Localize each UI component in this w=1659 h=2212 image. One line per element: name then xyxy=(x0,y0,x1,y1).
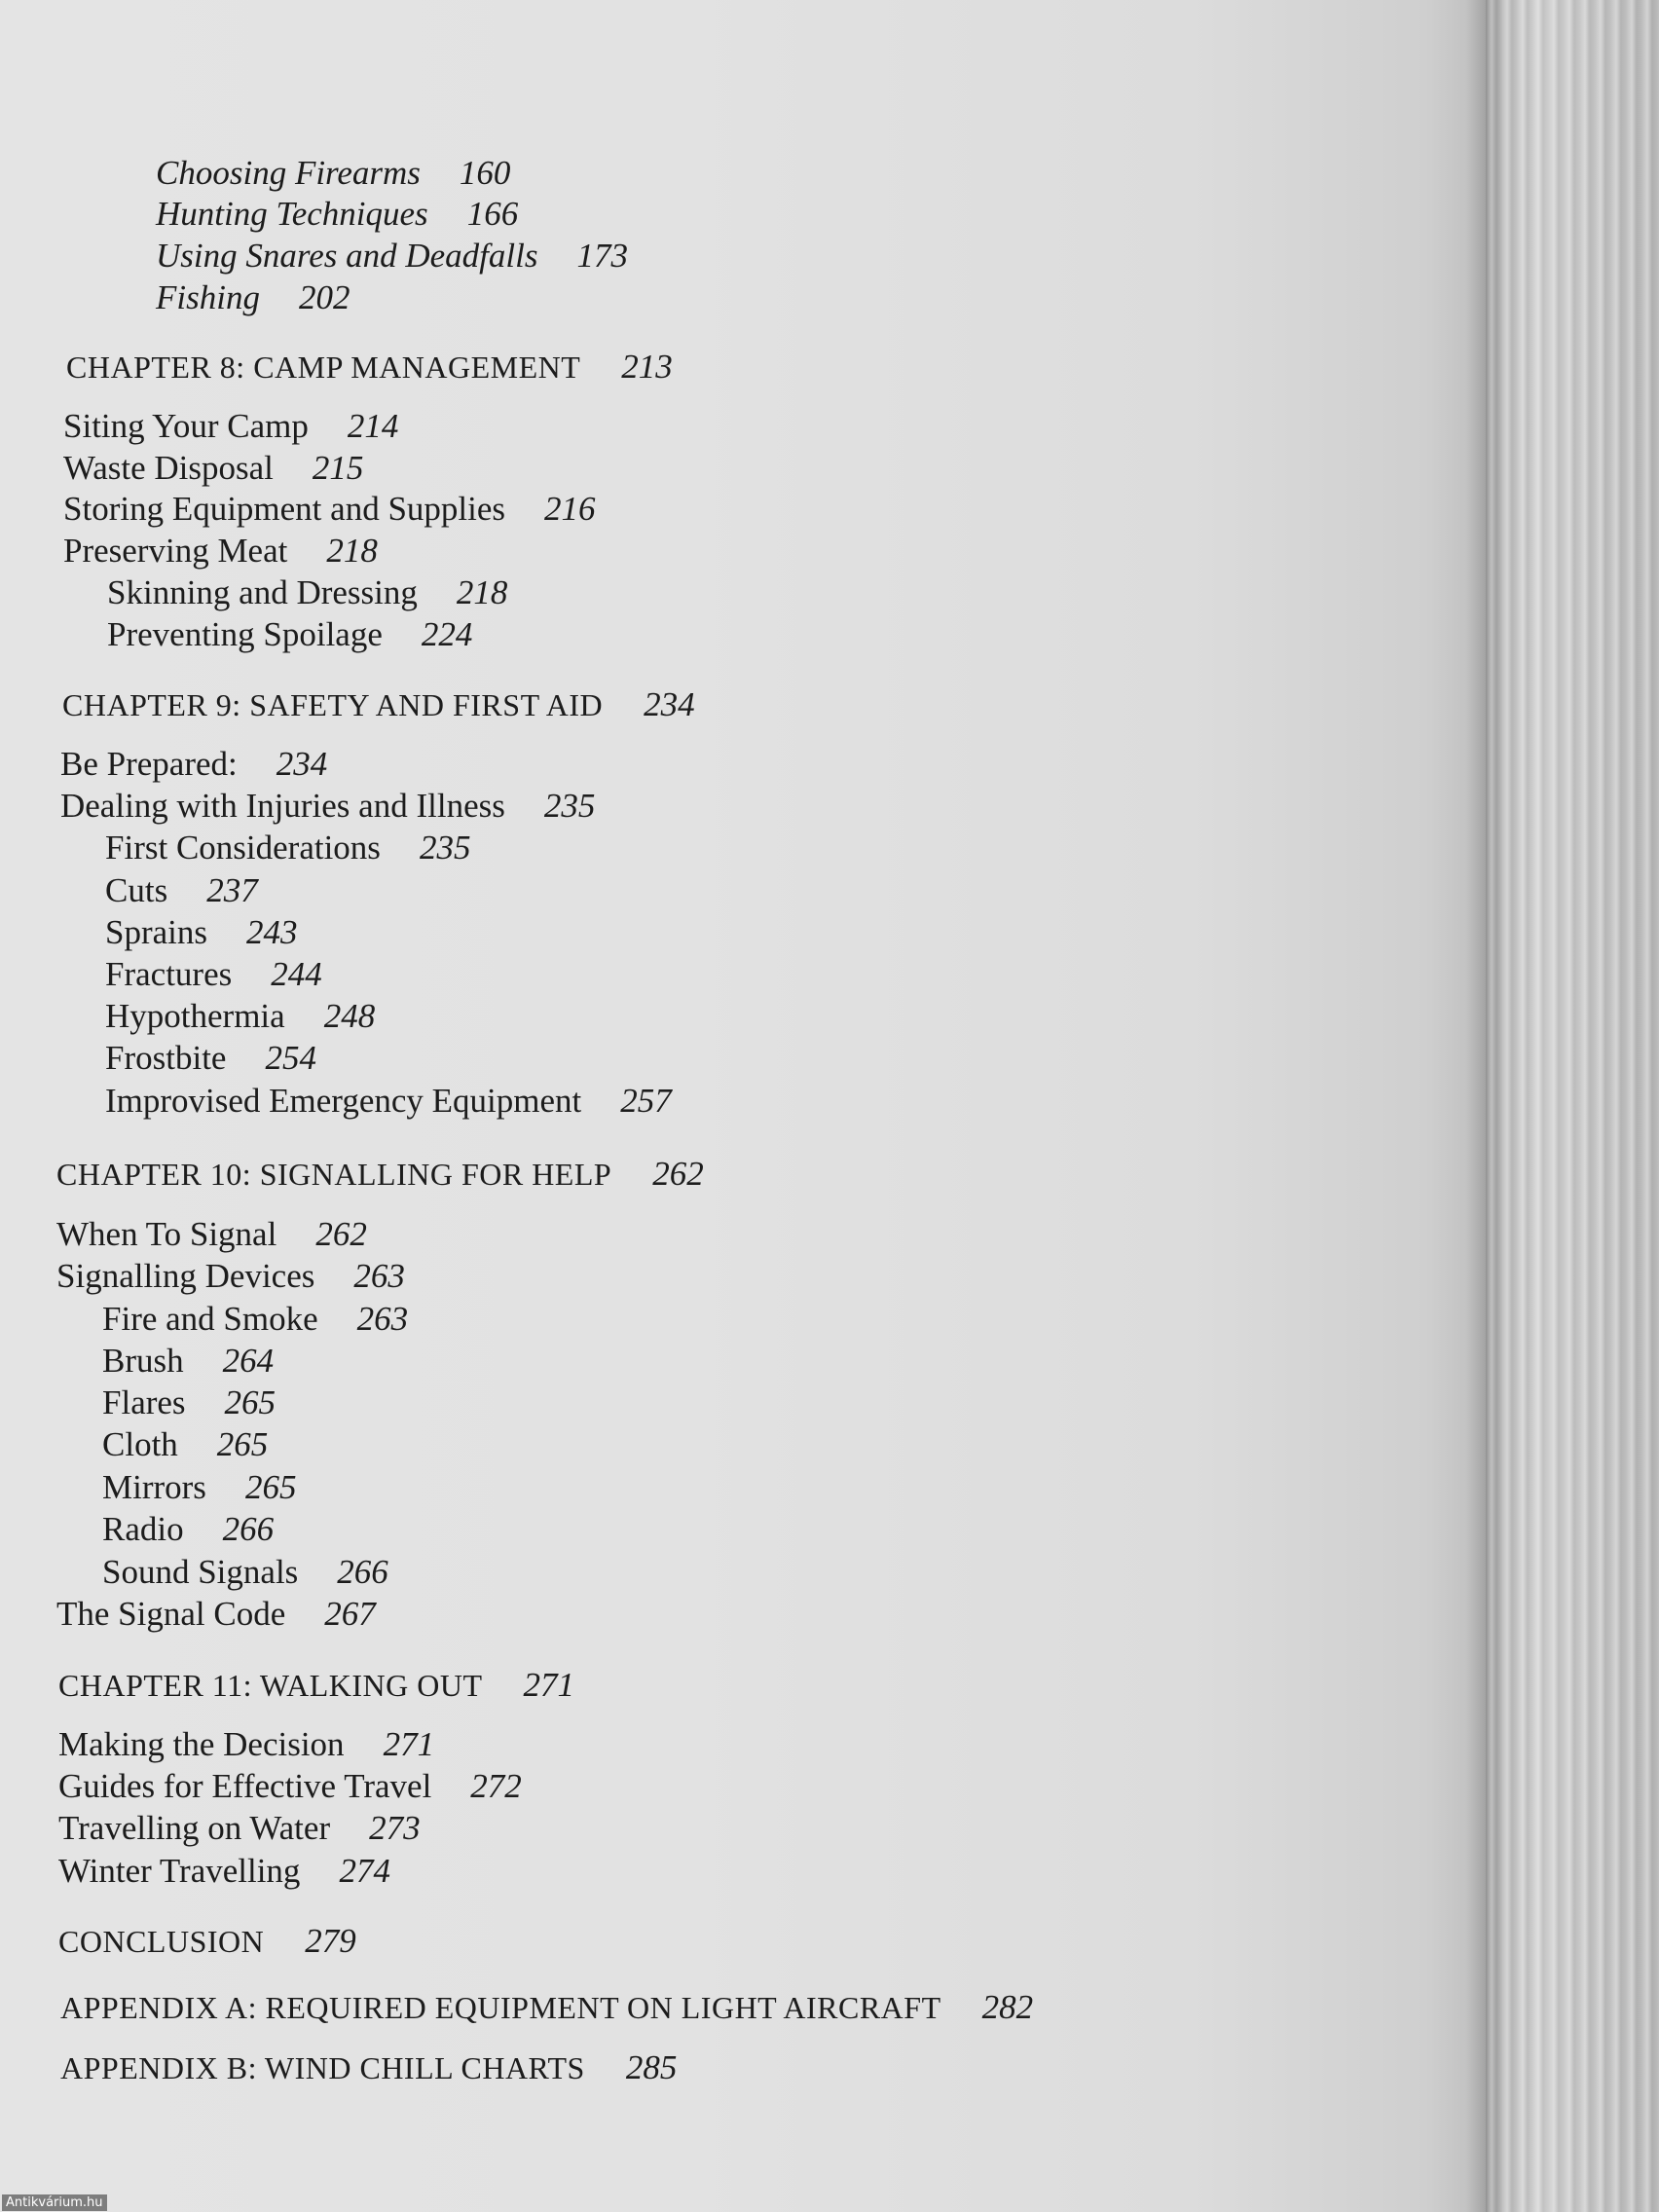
entry-page: 244 xyxy=(271,955,322,993)
entry-page: 216 xyxy=(544,490,596,528)
toc-entry xyxy=(105,999,375,1033)
entry-title: Fractures xyxy=(105,955,233,993)
heading-page: 234 xyxy=(644,685,695,723)
heading-title: APPENDIX A: REQUIRED EQUIPMENT ON LIGHT AIRCRAFT xyxy=(60,1990,941,2025)
heading-page: 213 xyxy=(621,348,673,386)
toc-entry xyxy=(58,1811,421,1845)
entry-title: Flares xyxy=(102,1383,186,1421)
entry-title: Skinning and Dressing xyxy=(107,573,418,611)
toc-entry xyxy=(56,1217,367,1251)
entry-page: 264 xyxy=(222,1342,275,1380)
entry-title: Fire and Smoke xyxy=(102,1300,318,1338)
toc-entry xyxy=(105,830,470,865)
toc-entry xyxy=(102,1427,268,1461)
entry-title: Signalling Devices xyxy=(56,1257,315,1295)
entry-title: Travelling on Water xyxy=(58,1809,331,1847)
heading-title: APPENDIX B: WIND CHILL CHARTS xyxy=(60,2050,585,2085)
entry-page: 262 xyxy=(315,1215,367,1253)
entry-title: Making the Decision xyxy=(58,1725,345,1763)
entry-page: 248 xyxy=(323,997,376,1035)
book-spine xyxy=(1486,0,1659,2212)
entry-title: Fishing xyxy=(156,278,260,316)
appendix-heading xyxy=(60,1990,1033,2024)
entry-page: 273 xyxy=(369,1809,421,1847)
entry-page: 274 xyxy=(339,1852,390,1890)
entry-page: 243 xyxy=(246,913,298,951)
toc-entry xyxy=(156,239,628,273)
heading-page: 282 xyxy=(981,1988,1034,2026)
entry-page: 202 xyxy=(298,278,350,316)
heading-page: 279 xyxy=(305,1922,356,1960)
toc-entry xyxy=(58,1769,522,1803)
toc-entry xyxy=(58,1727,434,1761)
entry-page: 214 xyxy=(347,407,399,445)
heading-title: CHAPTER 11: WALKING OUT xyxy=(58,1668,483,1703)
heading-title: CHAPTER 8: CAMP MANAGEMENT xyxy=(66,350,581,385)
toc-entry xyxy=(156,197,518,231)
entry-page: 263 xyxy=(353,1257,405,1295)
entry-page: 235 xyxy=(419,829,471,866)
entry-title: Sound Signals xyxy=(102,1553,299,1591)
entry-page: 235 xyxy=(543,787,596,825)
chapter-heading xyxy=(58,1668,574,1702)
entry-page: 215 xyxy=(312,449,364,487)
toc-entry xyxy=(102,1470,296,1504)
entry-title: The Signal Code xyxy=(56,1595,286,1633)
entry-page: 267 xyxy=(324,1595,376,1633)
entry-title: Brush xyxy=(102,1342,184,1380)
entry-page: 265 xyxy=(216,1425,269,1463)
entry-page: 218 xyxy=(326,532,378,570)
toc-entry xyxy=(56,1259,405,1293)
entry-title: Frostbite xyxy=(105,1039,227,1077)
entry-title: Choosing Firearms xyxy=(156,154,421,192)
entry-title: Storing Equipment and Supplies xyxy=(63,490,506,528)
heading-title: CONCLUSION xyxy=(58,1924,265,1959)
chapter-heading xyxy=(66,350,673,384)
heading-page: 262 xyxy=(652,1155,704,1193)
toc-entry xyxy=(63,534,378,568)
toc-entry xyxy=(156,280,350,314)
entry-title: Preventing Spoilage xyxy=(107,615,383,653)
toc-entry xyxy=(107,617,472,651)
entry-page: 265 xyxy=(224,1383,276,1421)
entry-title: Using Snares and Deadfalls xyxy=(156,237,538,275)
toc-entry xyxy=(102,1344,274,1378)
toc-entry xyxy=(102,1302,408,1336)
entry-title: First Considerations xyxy=(105,829,381,866)
entry-page: 234 xyxy=(276,745,328,783)
entry-page: 272 xyxy=(470,1767,522,1805)
toc-entry xyxy=(60,747,327,781)
heading-page: 271 xyxy=(523,1666,574,1704)
entry-title: Hunting Techniques xyxy=(156,195,428,233)
entry-title: Cuts xyxy=(105,871,168,909)
entry-title: Siting Your Camp xyxy=(63,407,309,445)
appendix-heading xyxy=(60,2050,677,2084)
entry-title: Waste Disposal xyxy=(63,449,274,487)
entry-title: Mirrors xyxy=(102,1468,206,1506)
entry-page: 166 xyxy=(466,195,519,233)
entry-page: 263 xyxy=(356,1300,409,1338)
entry-page: 160 xyxy=(459,154,511,192)
toc-entry xyxy=(63,451,363,485)
toc-entry xyxy=(63,492,596,526)
entry-title: Improvised Emergency Equipment xyxy=(105,1082,582,1120)
toc-entry xyxy=(102,1512,274,1546)
entry-page: 224 xyxy=(421,615,473,653)
toc-entry xyxy=(56,1597,376,1631)
entry-page: 271 xyxy=(383,1725,435,1763)
entry-page: 266 xyxy=(337,1553,388,1591)
entry-page: 218 xyxy=(456,573,508,611)
entry-page: 254 xyxy=(265,1039,316,1077)
conclusion-heading xyxy=(58,1924,356,1958)
toc-entry xyxy=(105,915,298,949)
heading-page: 285 xyxy=(625,2048,678,2086)
toc-entry xyxy=(105,1084,672,1118)
toc-entry xyxy=(58,1854,390,1888)
heading-title: CHAPTER 9: SAFETY AND FIRST AID xyxy=(62,687,604,722)
entry-page: 173 xyxy=(576,237,628,275)
entry-page: 237 xyxy=(206,871,258,909)
toc-entry xyxy=(102,1385,276,1419)
toc-entry xyxy=(63,409,398,443)
toc-entry xyxy=(105,873,258,907)
toc-entry xyxy=(105,1041,316,1075)
toc-entry xyxy=(156,156,510,190)
entry-page: 266 xyxy=(222,1510,275,1548)
entry-title: Dealing with Injuries and Illness xyxy=(60,787,505,825)
chapter-heading xyxy=(56,1157,704,1191)
toc-entry xyxy=(102,1555,388,1589)
heading-title: CHAPTER 10: SIGNALLING FOR HELP xyxy=(56,1157,612,1192)
entry-title: Winter Travelling xyxy=(58,1852,301,1890)
entry-title: Be Prepared: xyxy=(60,745,238,783)
toc-entry xyxy=(105,957,322,991)
entry-title: Cloth xyxy=(102,1425,178,1463)
entry-title: Radio xyxy=(102,1510,184,1548)
watermark-label: Antikvárium.hu xyxy=(2,2194,107,2211)
entry-title: Hypothermia xyxy=(105,997,285,1035)
entry-title: Preserving Meat xyxy=(63,532,288,570)
entry-title: Sprains xyxy=(105,913,207,951)
entry-page: 257 xyxy=(620,1082,672,1120)
toc-entry xyxy=(60,789,595,823)
chapter-heading xyxy=(62,687,695,721)
entry-title: Guides for Effective Travel xyxy=(58,1767,432,1805)
toc-entry xyxy=(107,575,507,609)
entry-page: 265 xyxy=(244,1468,297,1506)
entry-title: When To Signal xyxy=(56,1215,277,1253)
